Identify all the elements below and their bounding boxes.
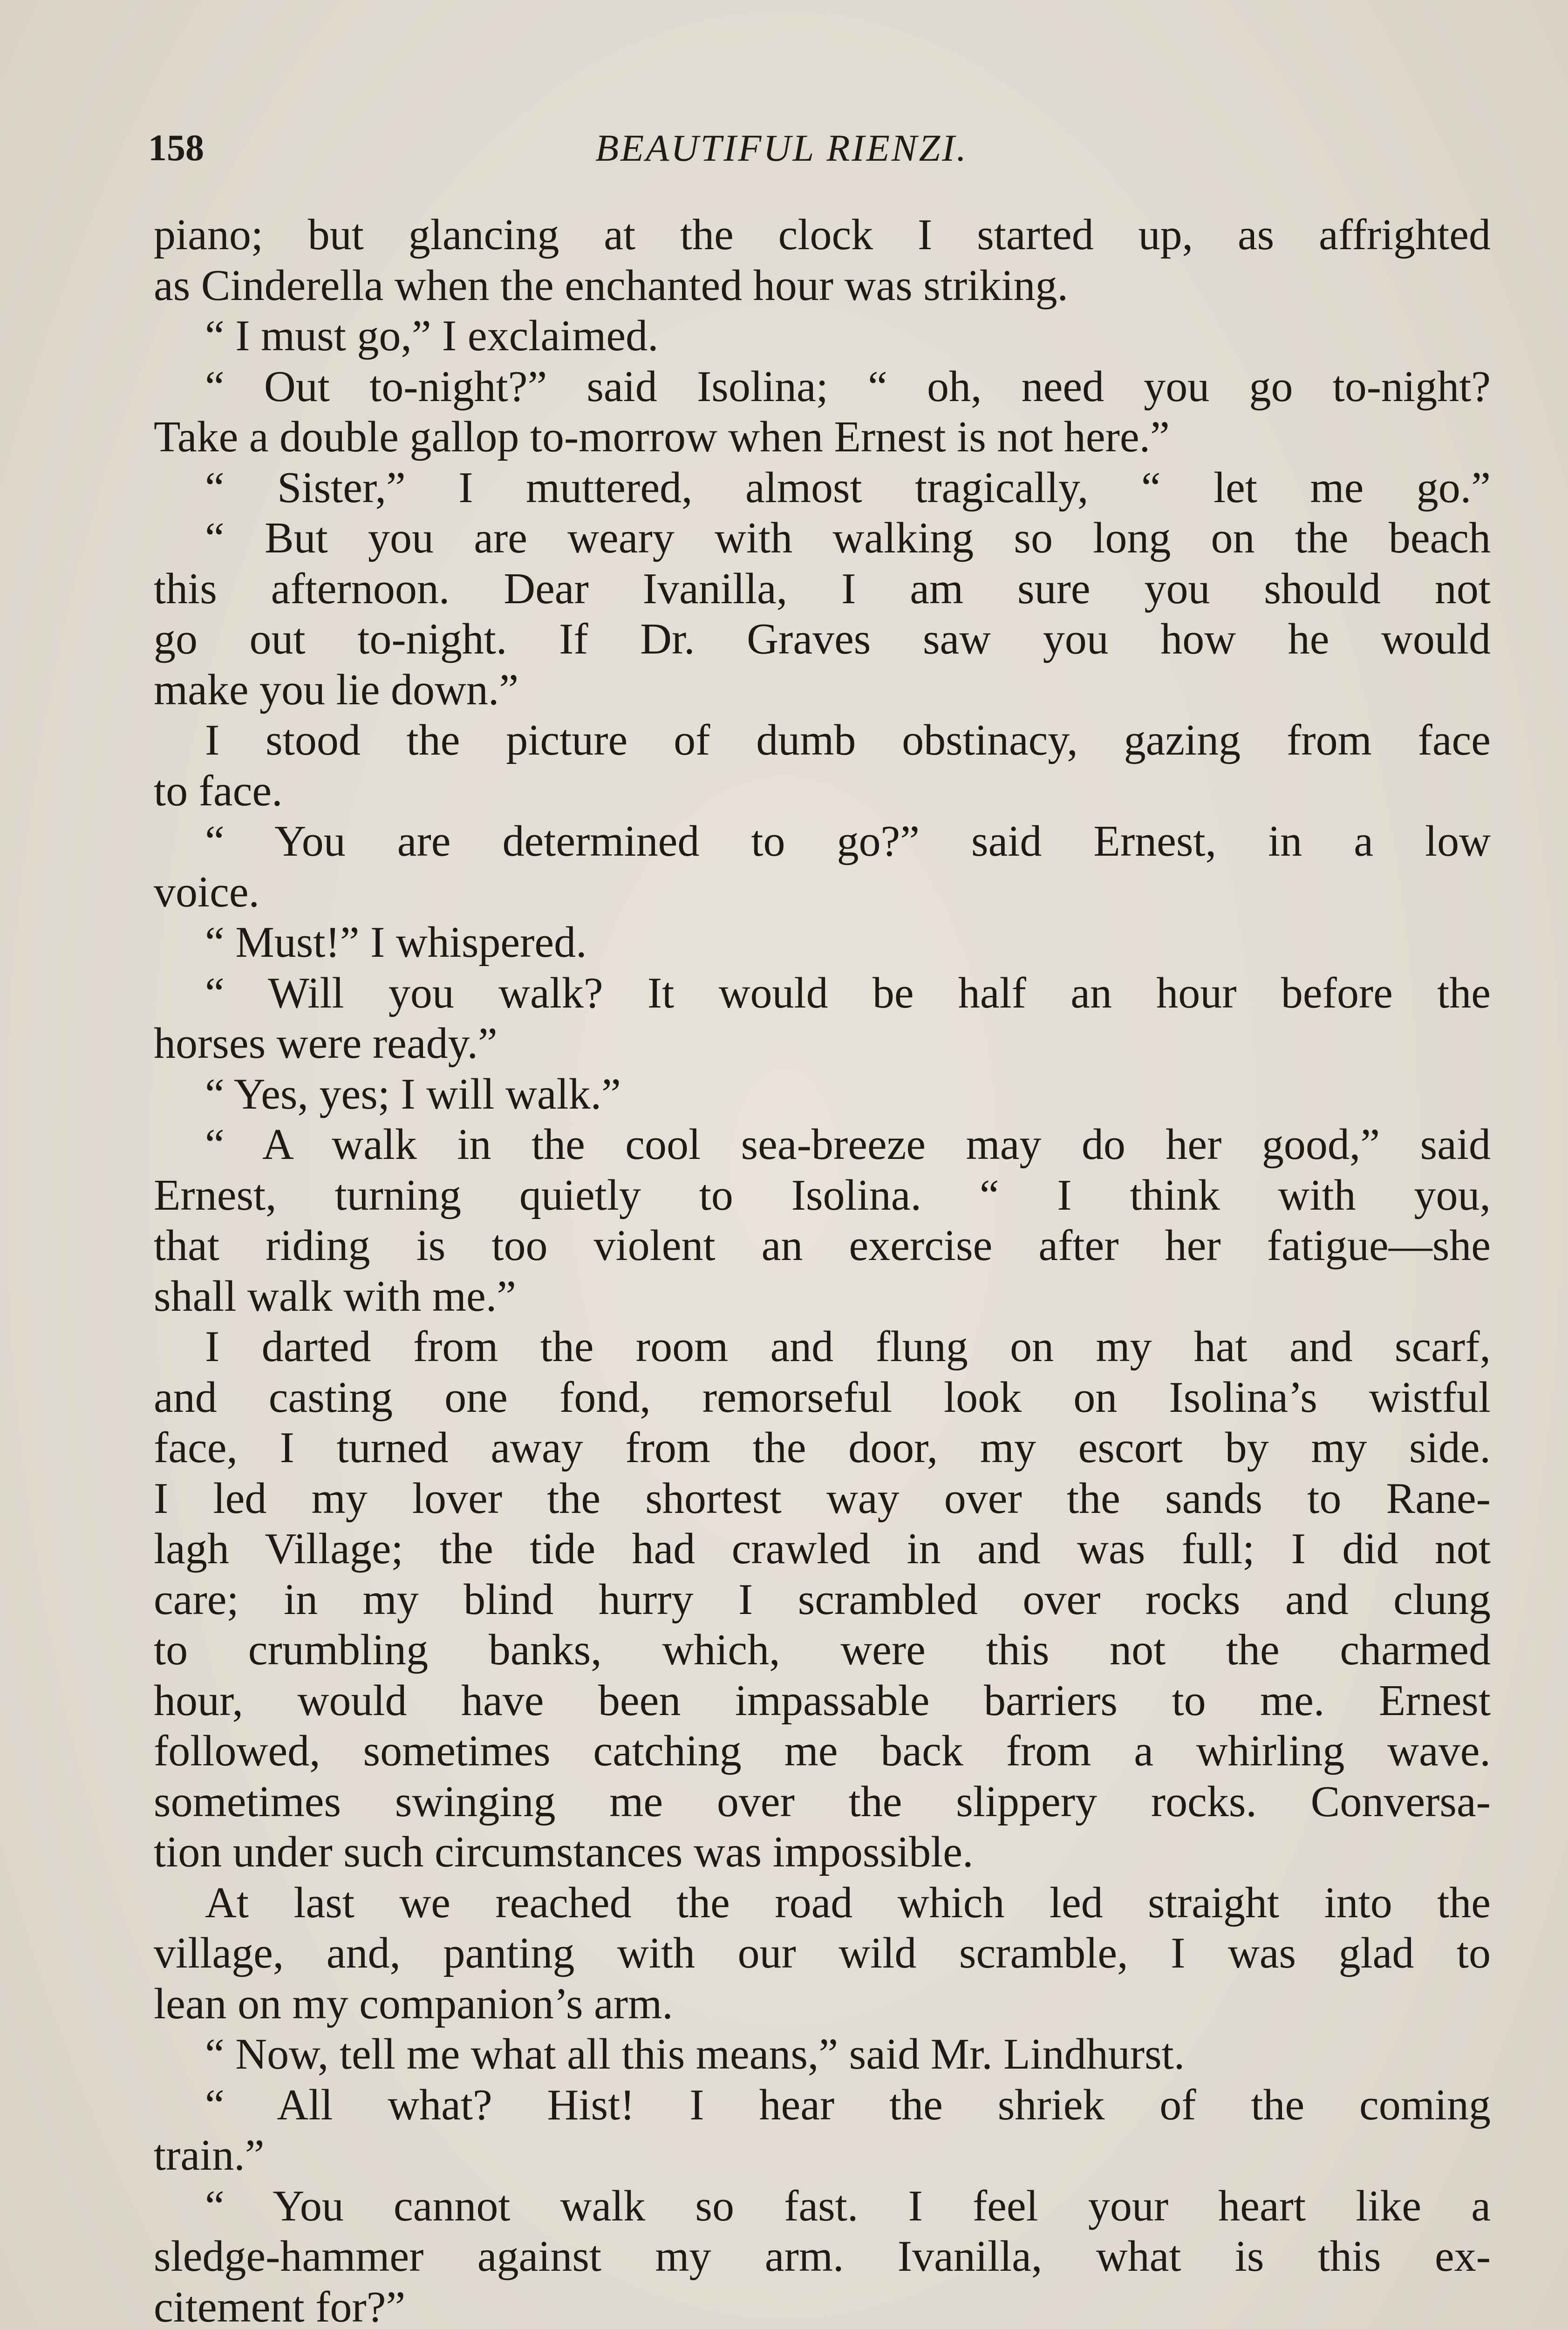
body-text [154,210,1491,2329]
text-line: “ But you are weary with walking so long on the beach [205,514,1491,562]
page-number: 158 [148,128,204,169]
text-line: face, I turned away from the door, my escort by my side. [154,1423,1491,1472]
text-line: lean on my companion’s arm. [154,1979,673,2028]
text-line: Ernest, turning quietly to Isolina. “ I think with you, [154,1171,1491,1219]
text-line: At last we reached the road which led straight into the [205,1878,1491,1927]
text-line: that riding is too violent an exercise after her fatigue—she [154,1221,1491,1270]
text-line: hour, would have been impassable barriers to me. Ernest [154,1676,1491,1725]
text-line: citement for?” [154,2282,406,2329]
text-line: “ Sister,” I muttered, almost tragically, “ let me go.” [205,463,1491,512]
text-line: “ Will you walk? It would be half an hour before the [205,968,1491,1017]
page-header [148,120,1499,176]
text-line: “ You cannot walk so fast. I feel your heart like a [205,2181,1491,2230]
text-line: go out to-night. If Dr. Graves saw you how he would [154,615,1491,663]
text-line: as Cinderella when the enchanted hour was striking. [154,261,1068,310]
text-line: “ You are determined to go?” said Ernest, in a low [205,817,1491,865]
text-line: “ All what? Hist! I hear the shriek of the coming [205,2080,1491,2129]
text-line: voice. [154,867,260,916]
text-line: horses were ready.” [154,1019,498,1068]
text-line: to face. [154,766,283,815]
text-line: shall walk with me.” [154,1272,516,1321]
text-line: this afternoon. Dear Ivanilla, I am sure you should not [154,564,1491,613]
text-line: Take a double gallop to-morrow when Ernest is not here.” [154,413,1170,461]
text-line: sometimes swinging me over the slippery rocks. Conversa- [154,1777,1491,1826]
text-line: I stood the picture of dumb obstinacy, gazing from face [205,716,1491,764]
text-line: “ Out to-night?” said Isolina; “ oh, need you go to-night? [205,362,1491,411]
running-head: BEAUTIFUL RIENZI. [595,127,968,169]
text-line: “ Yes, yes; I will walk.” [205,1069,621,1118]
text-line: I led my lover the shortest way over the sands to Rane- [154,1474,1491,1523]
text-line: village, and, panting with our wild scramble, I was glad to [154,1929,1491,1977]
text-line: and casting one fond, remorseful look on Isolina’s wistful [154,1373,1491,1422]
text-line: to crumbling banks, which, were this not the charmed [154,1626,1491,1674]
text-line: “ I must go,” I exclaimed. [205,312,659,360]
text-line: train.” [154,2131,265,2179]
text-line: care; in my blind hurry I scrambled over rocks and clung [154,1575,1491,1624]
text-line: “ Now, tell me what all this means,” said Mr. Lindhurst. [205,2030,1185,2078]
text-line: piano; but glancing at the clock I started up, as affrighted [154,211,1491,259]
text-line: lagh Village; the tide had crawled in and was full; I did not [154,1525,1491,1573]
text-line: make you lie down.” [154,665,519,714]
text-line: tion under such circumstances was impossible. [154,1828,974,1876]
text-line: “ A walk in the cool sea-breeze may do her good,” said [205,1120,1491,1169]
text-line: I darted from the room and flung on my hat and scarf, [205,1322,1491,1371]
text-line: followed, sometimes catching me back from a whirling wave. [154,1727,1491,1775]
text-line: “ Must!” I whispered. [205,918,587,967]
text-line: sledge-hammer against my arm. Ivanilla, what is this ex- [154,2232,1491,2281]
